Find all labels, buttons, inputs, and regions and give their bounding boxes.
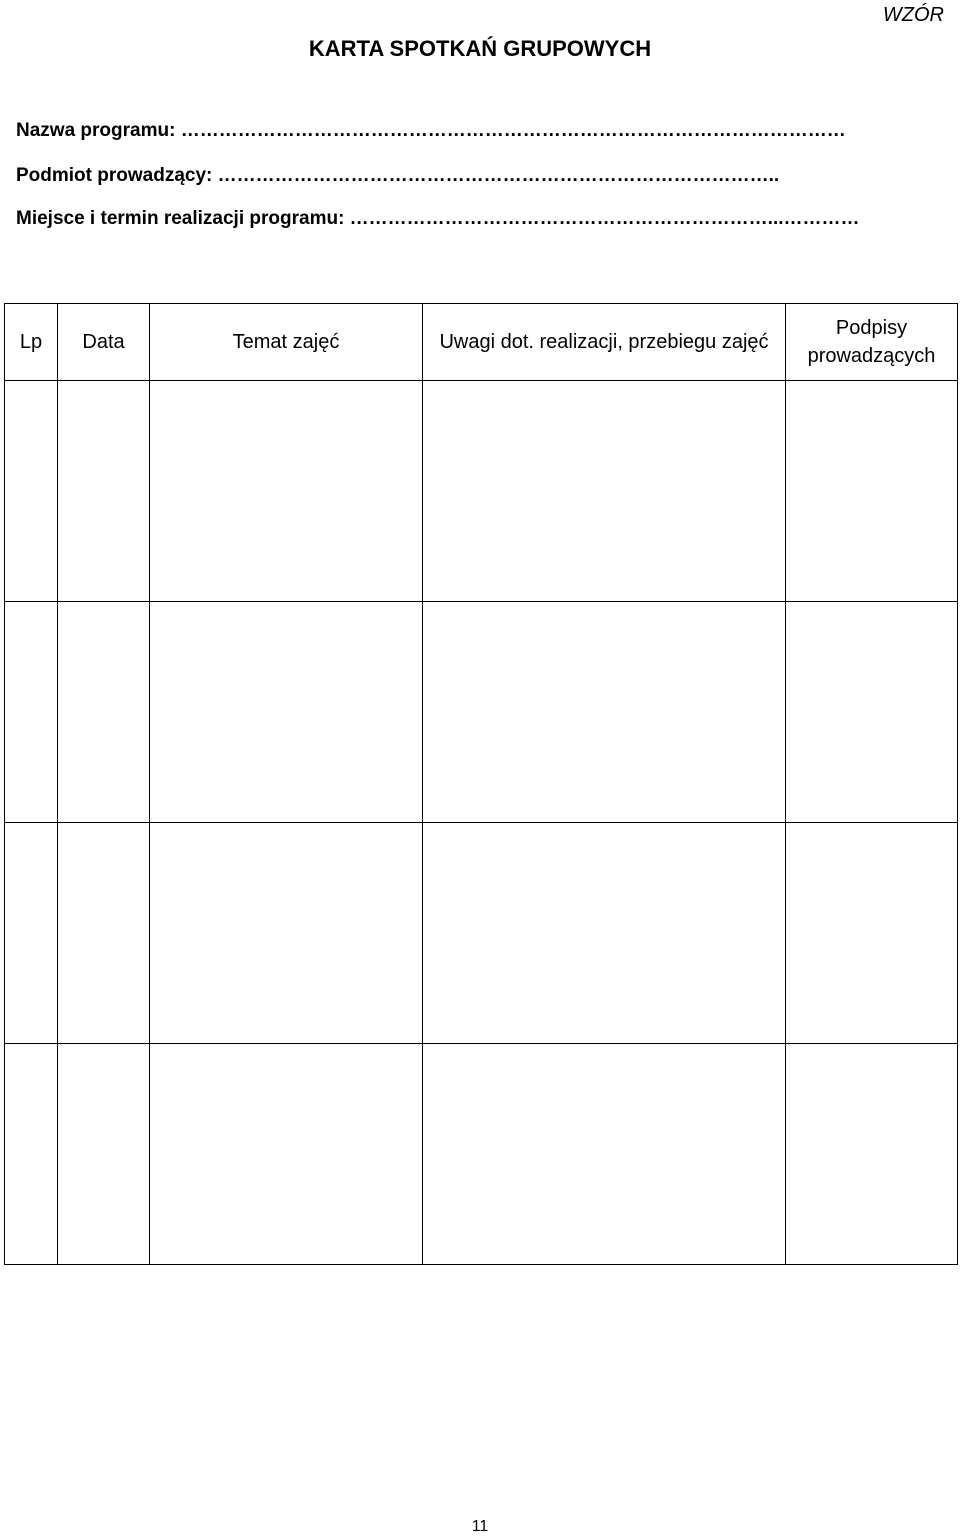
cell-signatures[interactable] — [786, 1044, 958, 1265]
cell-date[interactable] — [58, 381, 150, 602]
cell-date[interactable] — [58, 823, 150, 1044]
cell-notes[interactable] — [423, 602, 786, 823]
provider-value[interactable]: …………………………………………………………………………….. — [217, 165, 780, 186]
table-row — [5, 823, 958, 1044]
cell-date[interactable] — [58, 602, 150, 823]
cell-notes[interactable] — [423, 1044, 786, 1265]
cell-lp[interactable] — [5, 381, 58, 602]
column-header-date: Data — [58, 304, 150, 381]
page-number: 11 — [471, 1518, 489, 1535]
cell-signatures[interactable] — [786, 602, 958, 823]
column-header-lp: Lp — [5, 304, 58, 381]
place-and-term-field — [16, 208, 860, 230]
program-name-label: Nazwa programu: — [16, 120, 176, 141]
column-header-signatures: Podpisy prowadzących — [786, 304, 958, 381]
column-header-notes: Uwagi dot. realizacji, przebiegu zajęć — [423, 304, 786, 381]
provider-label: Podmiot prowadzący: — [16, 165, 213, 186]
place-and-term-value[interactable]: …………………………………………………………...………… — [349, 208, 860, 229]
program-name-value[interactable]: …………………………………………………………………………………………… — [180, 120, 846, 141]
table-header-row — [5, 304, 958, 381]
cell-signatures[interactable] — [786, 823, 958, 1044]
column-header-topic: Temat zajęć — [150, 304, 423, 381]
page-title: KARTA SPOTKAŃ GRUPOWYCH — [308, 36, 652, 61]
cell-notes[interactable] — [423, 823, 786, 1044]
cell-topic[interactable] — [150, 823, 423, 1044]
cell-topic[interactable] — [150, 381, 423, 602]
table-row — [5, 1044, 958, 1265]
table-row — [5, 602, 958, 823]
cell-lp[interactable] — [5, 602, 58, 823]
table-row — [5, 381, 958, 602]
cell-topic[interactable] — [150, 602, 423, 823]
watermark-label: WZÓR — [882, 4, 944, 26]
cell-date[interactable] — [58, 1044, 150, 1265]
cell-topic[interactable] — [150, 1044, 423, 1265]
cell-notes[interactable] — [423, 381, 786, 602]
cell-signatures[interactable] — [786, 381, 958, 602]
cell-lp[interactable] — [5, 823, 58, 1044]
program-name-field — [16, 120, 846, 142]
cell-lp[interactable] — [5, 1044, 58, 1265]
meetings-table — [4, 303, 958, 1265]
place-and-term-label: Miejsce i termin realizacji programu: — [16, 208, 345, 229]
provider-field — [16, 165, 779, 187]
